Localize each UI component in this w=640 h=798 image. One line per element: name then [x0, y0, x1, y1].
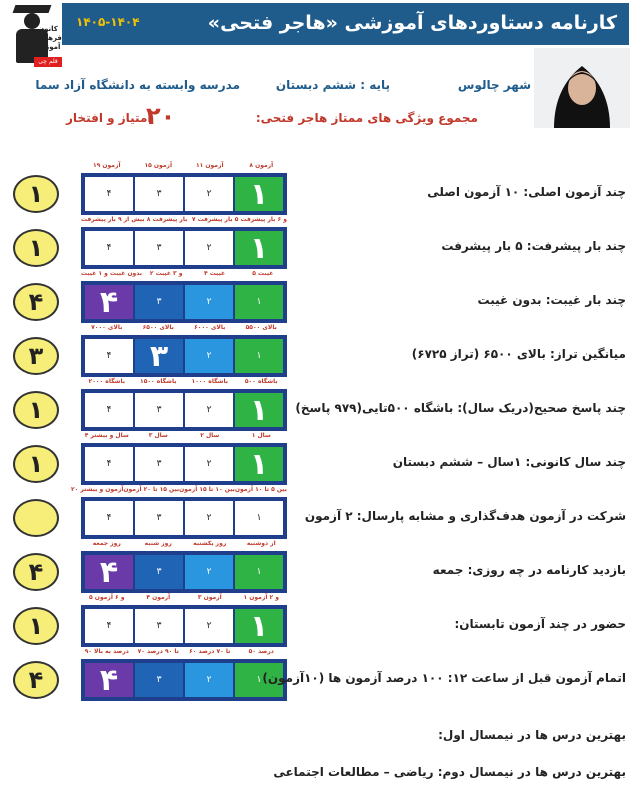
level-cell: ۴ — [85, 555, 133, 589]
level-grid — [81, 551, 287, 593]
threshold-label: ۵ و ۶ آزمون — [89, 594, 125, 601]
level-cell: ۳ — [135, 285, 183, 319]
row-threshold-labels — [81, 594, 287, 604]
threshold-label: باشگاه ۱۵۰۰ — [140, 378, 177, 385]
level-cell: ۳ — [135, 501, 183, 535]
student-school: مدرسه وابسته به دانشگاه آزاد سما — [35, 78, 240, 92]
threshold-label: ۳ آزمون — [197, 594, 222, 601]
level-cell: ۲ — [185, 609, 233, 643]
row-threshold-labels — [81, 270, 287, 280]
threshold-label: باشگاه ۵۰۰ — [244, 378, 278, 385]
level-cell: ۴ — [85, 393, 133, 427]
threshold-label: ۹۰ درصد به بالا — [84, 648, 129, 655]
level-cell: ۱ — [235, 231, 283, 265]
best-subjects-term2: بهترین درس ها در نیمسال دوم: ریاضی – مطالعات اجتماعی — [273, 765, 626, 779]
level-cell: ۳ — [135, 609, 183, 643]
level-cell: ۲ — [185, 393, 233, 427]
row-score-circle: ۳ — [13, 337, 59, 375]
threshold-label: ۲ سال — [200, 432, 220, 439]
level-cell: ۱ — [235, 663, 283, 697]
level-cell: ۱ — [235, 285, 283, 319]
level-cell: ۲ — [185, 339, 233, 373]
row-question: چند سال کانونی: ۱سال – ششم دبستان — [392, 455, 626, 469]
level-grid — [81, 389, 287, 431]
threshold-label: بین ۱۵ تا ۲۰ آزمون — [123, 486, 180, 493]
threshold-label: ۱ سال — [251, 432, 271, 439]
level-grid — [81, 659, 287, 701]
row-threshold-labels — [81, 216, 287, 226]
threshold-label: ۲ و ۳ غیبت — [149, 270, 183, 277]
threshold-label: باشگاه ۲۰۰۰ — [88, 378, 125, 385]
row-score-circle: ۱ — [13, 391, 59, 429]
level-cell: ۴ — [85, 609, 133, 643]
row-question: میانگین تراز: بالای ۶۵۰۰ (تراز ۶۷۲۵) — [411, 347, 626, 361]
level-grid — [81, 335, 287, 377]
row-score-circle: ۱ — [13, 607, 59, 645]
level-cell: ۴ — [85, 177, 133, 211]
threshold-label: بدون غیبت و ۱ غیبت — [80, 270, 143, 277]
row-threshold-labels — [81, 162, 287, 172]
threshold-label: بین ۵ تا ۱۰ آزمون — [234, 486, 287, 493]
row-score-circle: ۴ — [13, 283, 59, 321]
logo-line-3: آموزش — [35, 43, 61, 51]
level-cell: ۳ — [135, 231, 183, 265]
row-question: چند بار غیبت: بدون غیبت — [477, 293, 626, 307]
logo-line-1: کانون — [38, 25, 58, 33]
threshold-label: ۱۵ آزمون — [144, 162, 173, 169]
level-cell: ۴ — [85, 663, 133, 697]
level-cell: ۱ — [235, 393, 283, 427]
level-cell: ۲ — [185, 231, 233, 265]
logo-line-2: فرهنگی — [34, 34, 62, 42]
row-threshold-labels — [81, 432, 287, 442]
row-question: چند بار پیشرفت: ۵ بار پیشرفت — [441, 239, 626, 253]
threshold-label: باشگاه ۱۰۰۰ — [191, 378, 228, 385]
level-cell: ۲ — [185, 447, 233, 481]
threshold-label: روز یکشنبه — [193, 540, 227, 547]
level-grid — [81, 227, 287, 269]
level-cell: ۲ — [185, 177, 233, 211]
level-cell: ۱ — [235, 555, 283, 589]
threshold-label: ۸ آزمون — [249, 162, 274, 169]
threshold-label: روز جمعه — [92, 540, 121, 547]
student-city: شهر چالوس — [457, 78, 531, 92]
threshold-label: ۱۱ آزمون — [195, 162, 224, 169]
level-cell: ۲ — [185, 285, 233, 319]
threshold-label: ۵ غیبت — [252, 270, 274, 277]
level-cell: ۳ — [135, 447, 183, 481]
row-question: حضور در چند آزمون تابستان: — [454, 617, 626, 631]
level-cell: ۱ — [235, 447, 283, 481]
level-cell: ۴ — [85, 339, 133, 373]
threshold-label: بین ۱۰ تا ۱۵ آزمون — [179, 486, 235, 493]
threshold-label: ۵۰ درصد — [248, 648, 274, 655]
threshold-label: بالای ۵۵۰۰ — [245, 324, 277, 331]
level-cell: ۱ — [235, 609, 283, 643]
threshold-label: ۷۰ تا ۹۰ درصد — [137, 648, 179, 655]
row-score-circle: ۴ — [13, 661, 59, 699]
threshold-label: بالای ۶۵۰۰ — [142, 324, 174, 331]
threshold-label: ۶۰ تا ۷۰ درصد — [189, 648, 231, 655]
threshold-label: ۴ غیبت — [203, 270, 226, 277]
row-question: چند پاسخ صحیح(دریک سال): باشگاه ۵۰۰تایی(۹۷۹ پاسخ) — [295, 401, 626, 415]
level-grid — [81, 443, 287, 485]
threshold-label: ۱ و ۲ آزمون — [243, 594, 279, 601]
student-photo-icon — [534, 48, 630, 128]
features-label: مجموع ویژگی های ممتاز هاجر فتحی: — [255, 111, 478, 125]
row-score-circle: ۱ — [13, 175, 59, 213]
level-grid — [81, 281, 287, 323]
level-cell: ۴ — [85, 501, 133, 535]
kanoon-logo — [6, 3, 62, 69]
threshold-label: روز شنبه — [144, 540, 172, 547]
level-cell: ۳ — [135, 663, 183, 697]
level-cell: ۴ — [85, 285, 133, 319]
row-question: شرکت در آزمون هدف‌گذاری و مشابه پارسال: ۲ آزمون — [304, 509, 626, 523]
threshold-label: ۵ و ۶ بار پیشرفت — [234, 216, 287, 223]
row-score-circle — [13, 499, 59, 537]
level-cell: ۱ — [235, 339, 283, 373]
header-bar — [62, 3, 629, 45]
row-score-circle: ۱ — [13, 445, 59, 483]
threshold-label: ۱۹ آزمون — [92, 162, 121, 169]
row-question: بازدید کارنامه در چه روزی: جمعه — [432, 563, 626, 577]
logo-text — [34, 25, 62, 52]
row-threshold-labels — [81, 378, 287, 388]
student-grade: پایه : ششم دبستان — [275, 78, 390, 92]
logo-badge: قلم چی — [34, 57, 62, 67]
level-cell: ۲ — [185, 555, 233, 589]
row-question: اتمام آزمون قبل از ساعت ۱۲: ۱۰۰ درصد آزمون ها (۱۰آزمون) — [262, 671, 626, 685]
threshold-label: از دوشنبه — [246, 540, 276, 547]
total-score: ۲۰ — [146, 102, 176, 130]
level-grid — [81, 173, 287, 215]
row-score-circle: ۴ — [13, 553, 59, 591]
level-cell: ۱ — [235, 501, 283, 535]
threshold-label: بالای ۷۰۰۰ — [91, 324, 123, 331]
row-question: چند آزمون اصلی: ۱۰ آزمون اصلی — [427, 185, 626, 199]
threshold-label: ۸ بار پیشرفت — [146, 216, 188, 223]
row-threshold-labels — [81, 648, 287, 658]
year-range: ۱۴۰۵-۱۴۰۴ — [76, 15, 140, 29]
level-cell: ۲ — [185, 501, 233, 535]
threshold-label: ۷ بار پیشرفت — [191, 216, 233, 223]
threshold-label: ۳ سال — [148, 432, 168, 439]
student-photo — [534, 48, 630, 128]
level-cell: ۴ — [85, 231, 133, 265]
threshold-label: ۲۰ آزمون و بیشتر — [70, 486, 124, 493]
threshold-label: ۴ آزمون — [146, 594, 171, 601]
threshold-label: بیش از ۹ بار پیشرفت — [81, 216, 145, 223]
level-cell: ۳ — [135, 555, 183, 589]
score-label: امتیاز و افتخار — [66, 111, 152, 125]
row-score-circle: ۱ — [13, 229, 59, 267]
threshold-label: ۴ سال و بیشتر — [84, 432, 129, 439]
level-grid — [81, 605, 287, 647]
row-threshold-labels — [81, 324, 287, 334]
level-cell: ۲ — [185, 663, 233, 697]
threshold-label: بالای ۶۰۰۰ — [194, 324, 226, 331]
logo-cap-shape — [13, 5, 52, 13]
level-cell: ۳ — [135, 177, 183, 211]
level-grid — [81, 497, 287, 539]
level-cell: ۳ — [135, 339, 183, 373]
report-title: کارنامه دستاوردهای آموزشی «هاجر فتحی» — [207, 12, 617, 34]
level-cell: ۴ — [85, 447, 133, 481]
best-subjects-term1: بهترین درس ها در نیمسال اول: — [438, 728, 626, 742]
level-cell: ۳ — [135, 393, 183, 427]
level-cell: ۱ — [235, 177, 283, 211]
row-threshold-labels — [81, 540, 287, 550]
row-threshold-labels — [70, 486, 287, 496]
